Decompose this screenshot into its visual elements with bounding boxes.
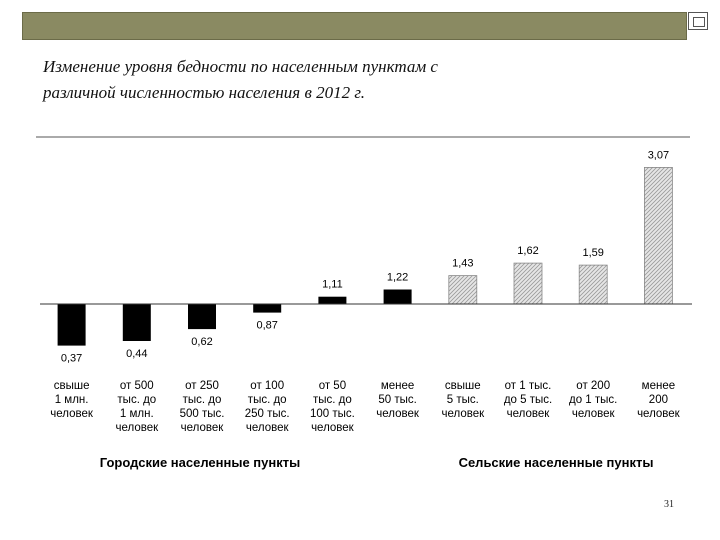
- category-label-2-line-4: человек: [115, 422, 159, 434]
- category-label-8-line-2: до 5 тыс.: [503, 394, 553, 406]
- category-label-8-line-3: человек: [506, 408, 550, 420]
- bar-8: [514, 263, 542, 304]
- bar-6: [384, 290, 412, 305]
- group-label-rural: Сельские населенные пункты: [458, 455, 654, 470]
- category-label-7-line-3: человек: [441, 408, 485, 420]
- category-label-9-line-1: от 200: [576, 380, 611, 392]
- category-label-1-line-2: 1 млн.: [54, 394, 89, 406]
- bar-3: [188, 304, 216, 329]
- category-label-5-line-1: от 50: [318, 380, 347, 392]
- category-label-3-line-4: человек: [180, 422, 224, 434]
- slide-title-line-1: Изменение уровня бедности по населенным пунктам с: [43, 57, 438, 76]
- bar-10: [644, 167, 672, 304]
- category-label-7-line-1: свыше: [444, 380, 481, 392]
- category-label-3-line-3: 500 тыс.: [179, 408, 225, 420]
- category-label-8-line-1: от 1 тыс.: [504, 380, 552, 392]
- category-label-1-line-1: свыше: [53, 380, 90, 392]
- category-label-4-line-3: 250 тыс.: [244, 408, 290, 420]
- bar-value-label-2: 0,44: [126, 348, 148, 360]
- page-number: 31: [664, 499, 674, 510]
- bar-value-label-9: 1,59: [582, 247, 604, 260]
- category-label-2-line-1: от 500: [119, 380, 154, 392]
- category-label-1-line-3: человек: [50, 408, 93, 420]
- bar-value-label-8: 1,62: [517, 245, 539, 258]
- category-label-2-line-2: тыс. до: [117, 394, 157, 406]
- category-label-5-line-4: человек: [311, 422, 354, 434]
- bar-value-label-7: 1,43: [452, 257, 474, 270]
- category-label-4-line-2: тыс. до: [247, 394, 287, 406]
- bar-value-label-3: 0,62: [191, 336, 213, 349]
- bar-value-label-10: 3,07: [647, 149, 670, 162]
- category-label-6-line-1: менее: [380, 380, 415, 392]
- bar-1: [58, 304, 86, 346]
- category-label-4-line-4: человек: [245, 422, 289, 434]
- category-label-4-line-1: от 100: [250, 380, 285, 392]
- bar-9: [579, 265, 607, 304]
- category-label-6-line-3: человек: [376, 408, 419, 420]
- bar-value-label-1: 0,37: [60, 352, 83, 365]
- category-label-9-line-3: человек: [571, 408, 615, 420]
- category-label-10-line-3: человек: [637, 408, 680, 420]
- category-label-10-line-1: менее: [641, 380, 676, 392]
- slide-title-line-2: различной численностью населения в 2012 г.: [43, 83, 365, 102]
- category-label-10-line-2: 200: [648, 394, 668, 406]
- category-label-2-line-3: 1 млн.: [119, 408, 154, 420]
- bar-value-label-4: 0,87: [256, 319, 278, 332]
- bar-2: [123, 304, 151, 341]
- bar-7: [449, 276, 477, 304]
- category-label-5-line-3: 100 тыс.: [309, 408, 355, 420]
- group-label-urban: Городские населенные пункты: [99, 455, 301, 470]
- bar-value-label-6: 1,22: [386, 271, 409, 284]
- bar-4: [253, 304, 281, 313]
- category-label-6-line-2: 50 тыс.: [378, 394, 417, 406]
- bar-value-label-5: 1,11: [322, 278, 343, 291]
- bar-5: [318, 297, 346, 304]
- category-label-5-line-2: тыс. до: [313, 394, 352, 406]
- category-label-3-line-1: от 250: [185, 380, 219, 392]
- category-label-9-line-2: до 1 тыс.: [569, 394, 618, 406]
- category-label-3-line-2: тыс. до: [182, 394, 222, 406]
- category-label-7-line-2: 5 тыс.: [446, 394, 479, 406]
